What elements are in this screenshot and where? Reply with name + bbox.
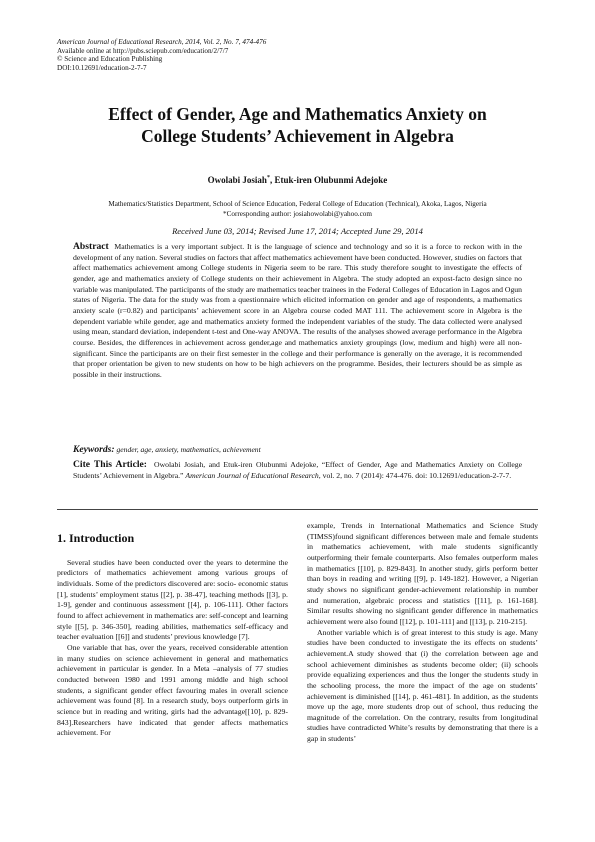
body-paragraph: Another variable which is of great interest to this study is age. Many studies have been conducted to investigate the its effects on students’ achievement.A study showed that (i) the correlation between age and school achievement diminishes as students become older; (ii) schools provide equalizing experiences and thus the longer the students study in the schooling process, the more the impact of the age on students’ achievement is diminished [[14], p. 461-481]. In addition, as the students move up the age, more students drop out of school, thus reducing the magnitude of the correlation. On the contrary, results from longitudinal studies have contradicted White’s results by demonstrating that there is a gap in students’ — [307, 627, 538, 744]
paper-title — [40, 103, 555, 147]
availability-url: Available online at http://pubs.sciepub.com/education/2/7/7 — [57, 46, 229, 55]
journal-citation: American Journal of Educational Research, 2014, Vol. 2, No. 7, 474-476 — [57, 38, 267, 46]
keywords-text: gender, age, anxiety, mathematics, achievement — [116, 445, 261, 454]
author-list — [40, 175, 555, 185]
title-line-1: Effect of Gender, Age and Mathematics Anxiety on — [108, 104, 487, 124]
cite-volume: , vol. 2, no. 7 (2014): 474-476. doi: 10.12691/education-2-7-7. — [318, 470, 512, 480]
section-divider — [57, 509, 538, 510]
doi-line: DOI:10.12691/education-2-7-7 — [57, 63, 147, 72]
section-heading: 1. Introduction — [57, 531, 135, 545]
abstract — [73, 242, 522, 381]
body-paragraph: Several studies have been conducted over the years to determine the predictors of mathematics achievement among various groups of individuals. Some of the predictors discovered are: socio- economic status [1], students’ employment status [[2], p. 38-47], teaching methods [[3], p. 1-9], gender and continuous assessment [[4], p. 106-111]. Other factors found to affect achievement in mathematics are: self-concept and learning style [[5], p. 346-350], reading abilities, mathematics self-efficacy and teacher evaluation [[6]] and students’ previous knowledge [7]. — [57, 557, 288, 642]
corresponding-mark: * — [266, 175, 270, 181]
journal-header — [57, 38, 266, 72]
author-1: Owolabi Josiah — [207, 175, 267, 185]
author-2: , Etuk-iren Olubunmi Adejoke — [269, 175, 388, 185]
keywords — [73, 444, 522, 455]
body-paragraph: One variable that has, over the years, received considerable attention in many studies on science achievement in general and mathematics achievement in particular is gender. In a Meta –analysis of 77 studies conducted between 1980 and 1991 among middle and high school students, a significant gender effect favouring males in overall science achievement was found [8]. In a research study, boys outperform girls in science but in reading and writing, girls had the advantage[[10], p. 829-843].Researchers have indicated that gender affects mathematics achievement. For — [57, 642, 288, 738]
title-line-2: College Students’ Achievement in Algebra — [141, 126, 454, 146]
body-paragraph: example, Trends in International Mathematics and Science Study (TIMSS)found significant differences between male and female students in mathematics achievement, with male students significantly outperforming their female counterparts. Also females outperform males in mathematics [[10], p. 829-843]. In another study, girls perform better than boys in reading and writing [[9], p. 149-182]. However, a Nigerian study shows no significant gender-achievement relationship in number and numeration, algebraic process and statistics [[11], p. 161-168]. Similar results showing no significant gender difference in mathematics achievement were also found [[12], p. 101-111] and [[13], p. 210-215]. — [307, 521, 538, 626]
affiliation: Mathematics/Statistics Department, School of Science Education, Federal College of Education (Technical), Akoka, Lagos, Nigeria — [108, 200, 487, 208]
abstract-label: Abstract — [73, 241, 109, 252]
abstract-text: Mathematics is a very important subject. It is the language of science and technology and so it is a force to reckon with in the development of any nation. Several studies on factors that affect mathematics achievement have been conducted. However, studies on factors that affect mathematics achievement among College students in Nigeria seem to be rare. This study therefore sought to investigate the effects of gender, age and mathematics anxiety of College students on their achievement in Algebra. The study adopted an expost-facto design since no variable was manipulated. The participants of the study are mathematics teacher trainees in the Federal Colleges of Education in Lagos and Ogun states of Nigeria. The data for the study was from a questionnaire which elicited information on gender and age of respondents, a mathematics anxiety scale (r=0.82) and participants’ achievement score in an Algebra course coded MAT 111. The achievement score in Algebra is the dependent variable while gender, age and mathematics anxiety formed the independent variables of the study. The data collected were analysed using mean, standard deviation, independent t-test and One-way ANOVA. The results of the analyses showed average performance in the Algebra course. Besides, the differences in achievement across gender,age and mathematics anxiety groupings (low, medium and high) were all non-significant. Since the participants are on their first semester in the college and their performance is generally on the average, it is recommended that proper orientation be given to new students on how to be high achievers on the programme. Besides, their lecturers should be as simple as possible in their instructions. — [73, 242, 522, 379]
cite-text: Owolabi Josiah, and Etuk-iren Olubunmi Adejoke, “Effect of Gender, Age and Mathematics Anxiety on College Students’ Achievement in Algebra.” — [73, 460, 522, 480]
right-column — [307, 521, 538, 745]
corresponding-author: *Corresponding author: josiahowolabi@yahoo.com — [223, 209, 372, 218]
affiliation-block — [40, 200, 555, 219]
cite-this-article — [73, 460, 522, 481]
copyright-line: © Science and Education Publishing — [57, 55, 163, 64]
keywords-label: Keywords: — [73, 444, 115, 455]
left-column — [57, 521, 288, 739]
publication-dates: Received June 03, 2014; Revised June 17, 2014; Accepted June 29, 2014 — [172, 226, 423, 236]
cite-journal: American Journal of Educational Research — [185, 470, 319, 480]
cite-label: Cite This Article: — [73, 459, 147, 470]
